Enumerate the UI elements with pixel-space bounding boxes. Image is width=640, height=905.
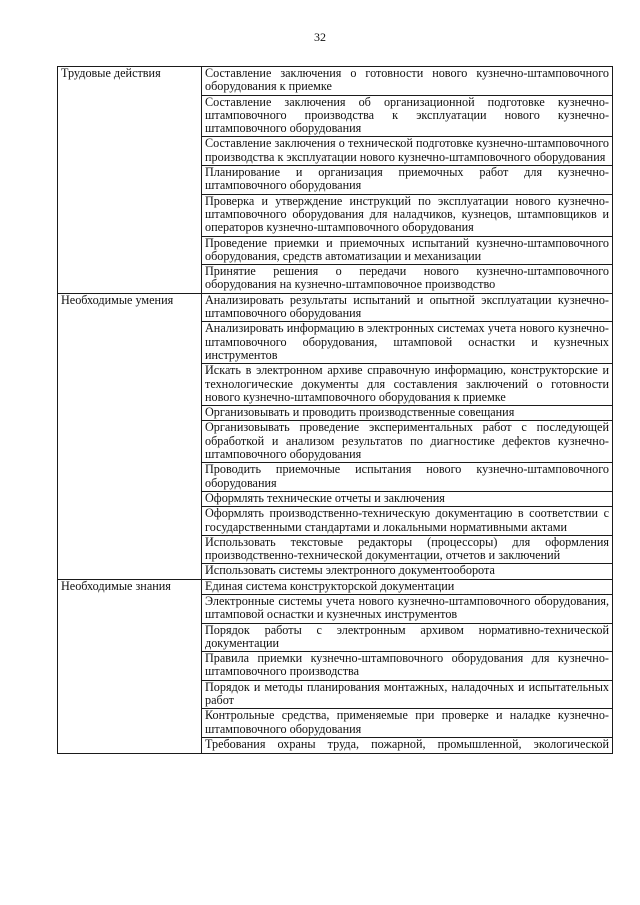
table-cell-text: Требования охраны труда, пожарной, промышленной, экологической	[205, 737, 609, 751]
table-row	[58, 67, 613, 96]
table-cell	[202, 737, 613, 753]
table-cell: Оформлять производственно-техническую документацию в соответствии с государственными стандартами и локальными нормативными актами	[202, 507, 613, 536]
table-cell: Проведение приемки и приемочных испытаний кузнечно-штамповочного оборудования, средств автоматизации и механизации	[202, 236, 613, 265]
row-header-required-skills: Необходимые умения	[58, 293, 202, 579]
table-cell: Составление заключения об организационной подготовке кузнечно-штамповочного производства к эксплуатации нового кузнечно-штамповочного оборудования	[202, 95, 613, 137]
table-cell: Порядок работы с электронным архивом нормативно-технической документации	[202, 623, 613, 652]
table-cell: Единая система конструкторской документации	[202, 579, 613, 594]
competency-table	[57, 66, 613, 754]
table-cell: Оформлять технические отчеты и заключения	[202, 491, 613, 506]
table-cell: Проводить приемочные испытания нового кузнечно-штамповочного оборудования	[202, 463, 613, 492]
row-header-required-knowledge: Необходимые знания	[58, 579, 202, 753]
table-cell: Контрольные средства, применяемые при проверке и наладке кузнечно-штамповочного оборудования	[202, 709, 613, 738]
table-cell: Организовывать и проводить производственные совещания	[202, 406, 613, 421]
table-cell: Планирование и организация приемочных работ для кузнечно-штамповочного оборудования	[202, 166, 613, 195]
table-cell: Принятие решения о передачи нового кузнечно-штамповочного оборудования на кузнечно-штамповочное производство	[202, 265, 613, 294]
table-cell: Составление заключения о технической подготовке кузнечно-штамповочного производства к эксплуатации нового кузнечно-штамповочного оборудования	[202, 137, 613, 166]
table-row	[58, 579, 613, 594]
table-cell: Анализировать информацию в электронных системах учета нового кузнечно-штамповочного оборудования, штамповой оснастки и кузнечных инструментов	[202, 322, 613, 364]
table-cell: Составление заключения о готовности нового кузнечно-штамповочного оборудования к приемке	[202, 67, 613, 96]
table-cell: Использовать системы электронного документооборота	[202, 564, 613, 579]
table-cell: Организовывать проведение экспериментальных работ с последующей обработкой и анализом результатов по диагностике дефектов кузнечно-штамповочного оборудования	[202, 421, 613, 463]
table-cell: Проверка и утверждение инструкций по эксплуатации нового кузнечно-штамповочного оборудования для наладчиков, кузнецов, штамповщиков и операторов кузнечно-штамповочного оборудования	[202, 194, 613, 236]
row-header-labor-actions: Трудовые действия	[58, 67, 202, 294]
table-cell: Искать в электронном архиве справочную информацию, конструкторские и технологические документы для составления заключений о готовности нового кузнечно-штамповочного оборудования к приемке	[202, 364, 613, 406]
table-cell: Правила приемки кузнечно-штамповочного оборудования для кузнечно-штамповочного производства	[202, 652, 613, 681]
page-number: 32	[314, 30, 326, 44]
table-row	[58, 293, 613, 322]
table-cell: Электронные системы учета нового кузнечно-штамповочного оборудования, штамповой оснастки и кузнечных инструментов	[202, 594, 613, 623]
table-cell: Использовать текстовые редакторы (процессоры) для оформления производственно-технической документации, отчетов и заключений	[202, 535, 613, 564]
table-cell: Порядок и методы планирования монтажных, наладочных и испытательных работ	[202, 680, 613, 709]
table-cell: Анализировать результаты испытаний и опытной эксплуатации кузнечно-штамповочного оборудования	[202, 293, 613, 322]
